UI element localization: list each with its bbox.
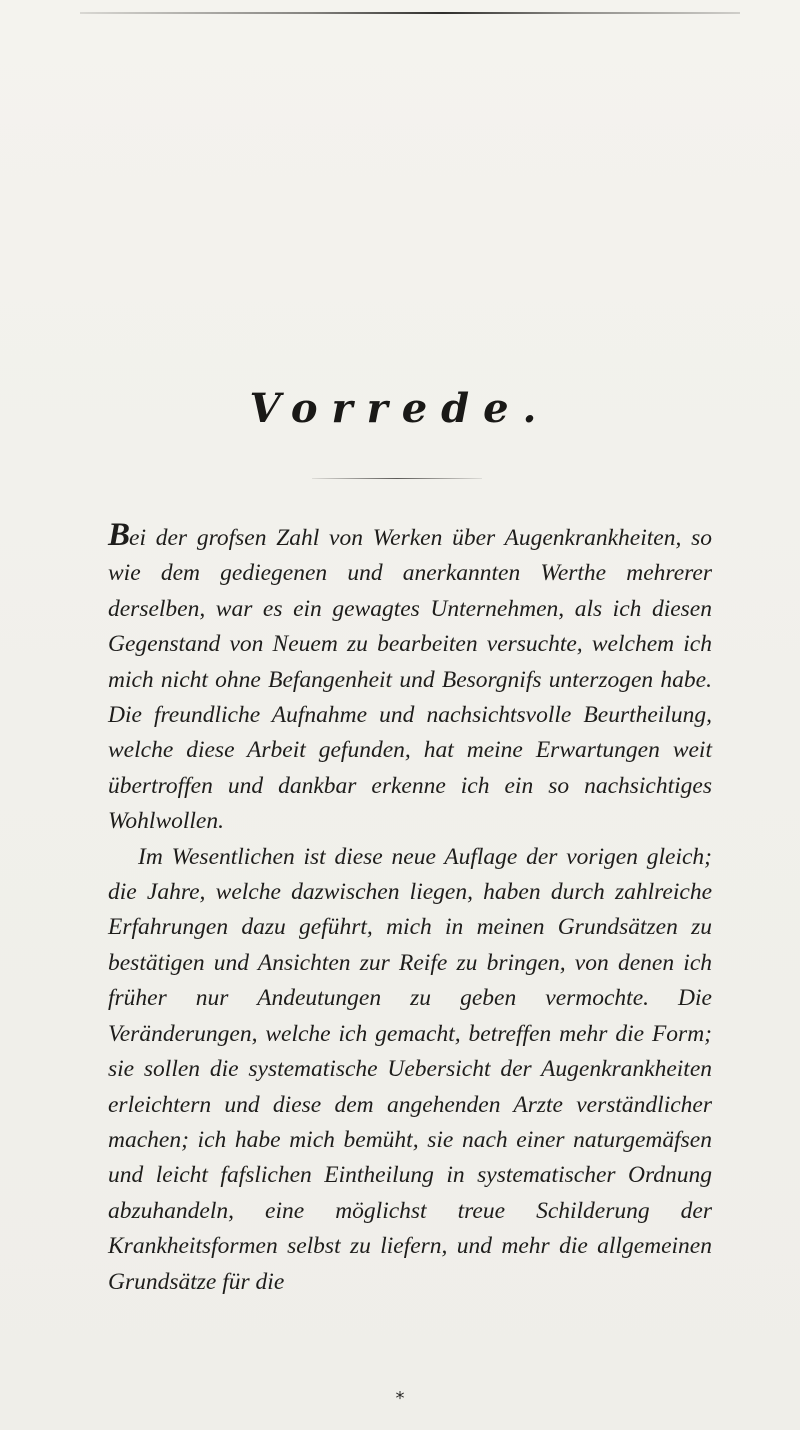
title-rule [312,478,482,479]
page-title: Vorrede. [249,385,551,432]
top-rule [80,12,740,14]
initial-letter: B [108,517,130,553]
paragraph-1 [108,518,712,840]
signature-mark: * [395,1388,405,1409]
paragraph-2: Im Wesentlichen ist diese neue Auflage der vorigen gleich; die Jahre, welche dazwischen liegen, haben durch zahlreiche Erfahrungen dazu geführt, mich in meinen Grundsätzen zu bestätigen und Ansichten zur Reife zu bringen, von denen ich früher nur Andeutungen zu geben vermochte. Die Veränderungen, welche ich gemacht, betreffen mehr die Form; sie sollen die systematische Uebersicht der Augenkrankheiten erleichtern und diese dem angehenden Arzte verständlicher machen; ich habe mich bemüht, sie nach einer naturgemäfsen und leicht fafslichen Eintheilung in systematischer Ordnung abzuhandeln, eine möglichst treue Schilderung der Krankheitsformen selbst zu liefern, und mehr die allgemeinen Grundsätze für die [108,843,712,1295]
preface-body [108,518,712,1300]
paragraph-1-text: ei der grofsen Zahl von Werken über Augenkrankheiten, so wie dem gediegenen und anerkannten Werthe mehrerer derselben, war es ein gewagtes Unternehmen, als ich diesen Gegenstand von Neuem zu bearbeiten versuchte, welchem ich mich nicht ohne Befangenheit und Besorgnifs unterzogen habe. Die freundliche Aufnahme und nachsichtsvolle Beurtheilung, welche diese Arbeit gefunden, hat meine Erwartungen weit übertroffen und dankbar erkenne ich ein so nachsichtiges Wohlwollen. [108,525,712,835]
